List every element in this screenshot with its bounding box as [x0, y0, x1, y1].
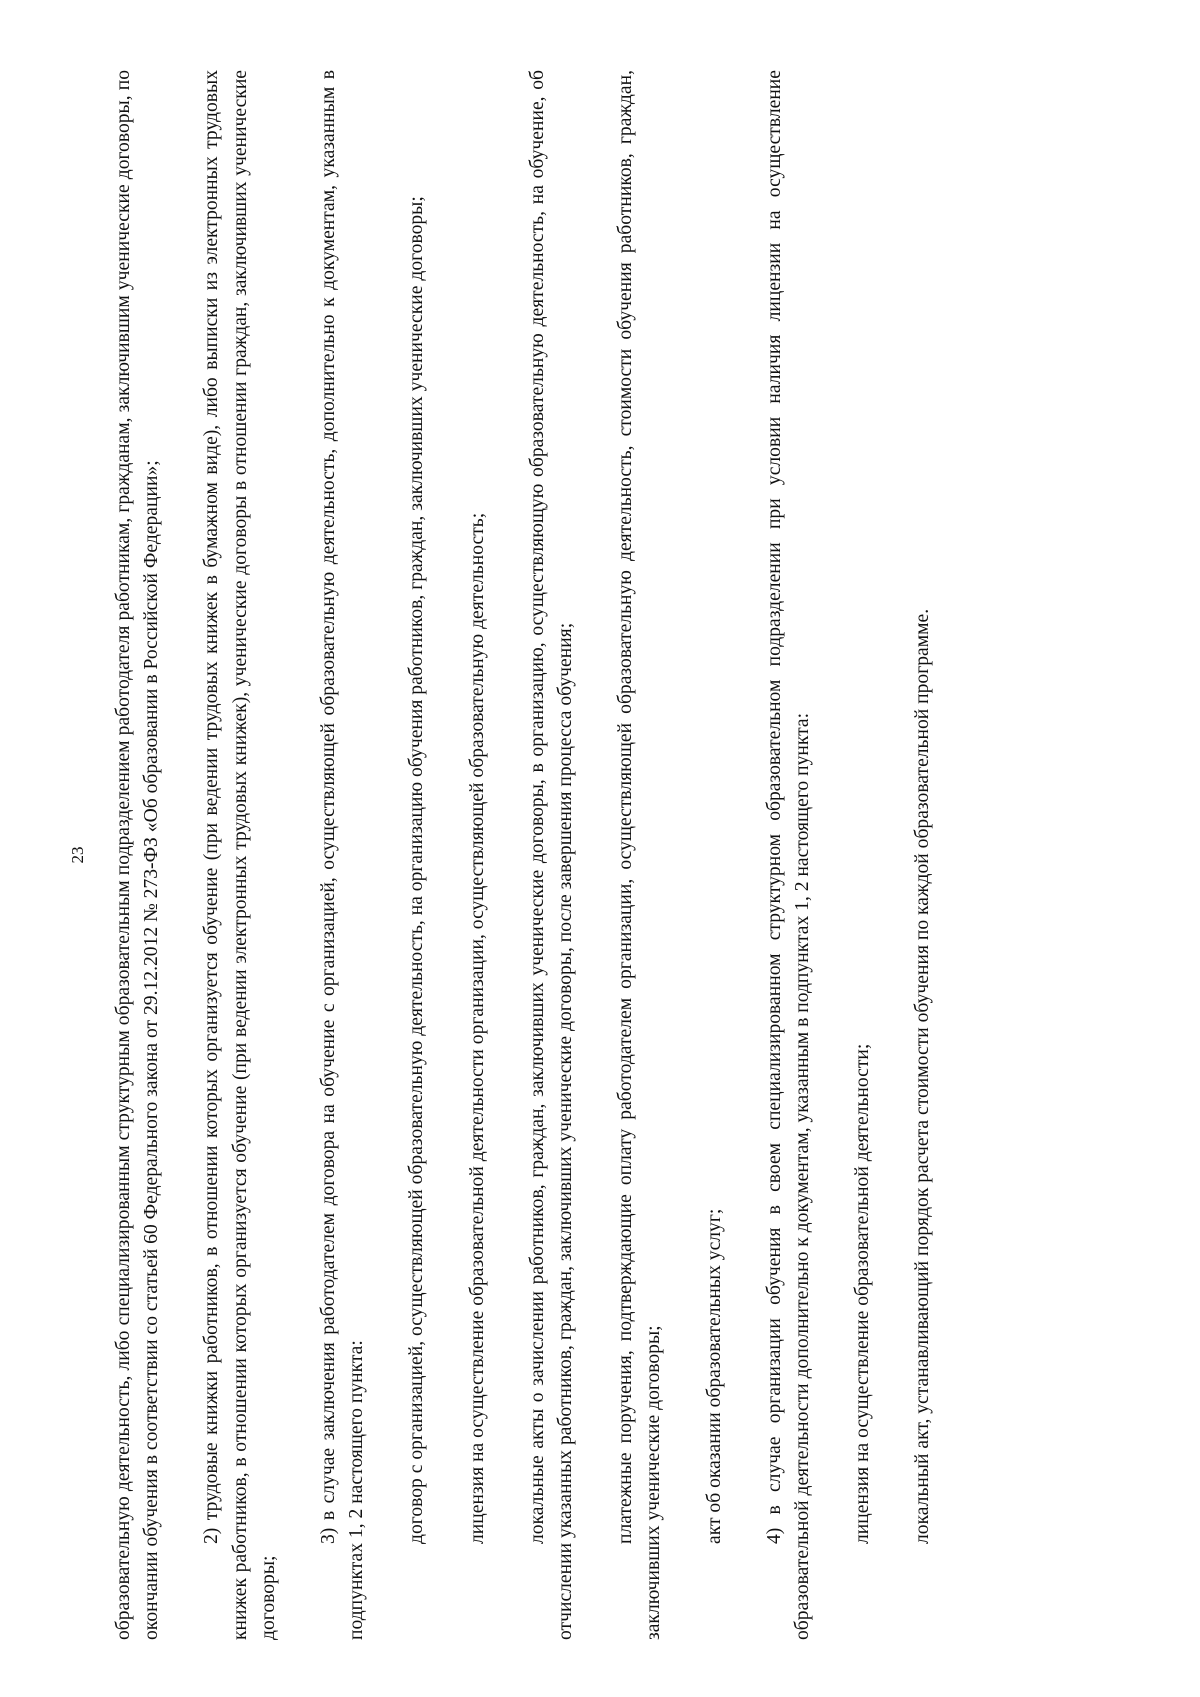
paragraph-services-act: акт об оказании образовательных услуг; — [703, 1208, 725, 1544]
paragraph-payment-orders: платежные поручения, подтверждающие оплату работодателем организации, осуществляющей образовательную деятельность, стоимости обучения работников, граждан, заключивших ученические договоры; — [615, 70, 665, 1640]
paragraph-contract: договор с организацией, осуществляющей образовательную деятельность, на организацию обучения работников, граждан, заключивших ученические договоры; — [406, 196, 428, 1544]
paragraph-local-act-cost: локальный акт, устанавливающий порядок расчета стоимости обучения по каждой образовательной программе. — [912, 608, 934, 1544]
paragraph-license-own: лицензия на осуществление образовательной деятельности; — [852, 1043, 874, 1544]
paragraph-item-4: 4) в случае организации обучения в своем специализированном структурном образовательном подразделении при условии наличия лицензии на осуществление образовательной деятельности дополнительно к документам, указанным в подпунктах 1, 2 настоящего пункта: — [763, 70, 814, 1640]
rotated-content — [68, 70, 1170, 1640]
document-body — [110, 70, 938, 1640]
paragraph-local-acts: локальные акты о зачислении работников, граждан, заключивших ученические договоры, в организацию, осуществляющую образовательную деятельность, на обучение, об отчислении указанных работников, граждан, заключивших ученические договоры, после завершения процесса обучения; — [526, 70, 577, 1640]
paragraph-license: лицензия на осуществление образовательной деятельности организации, осуществляющей образовательную деятельность; — [466, 512, 488, 1544]
paragraph-item-2: 2) трудовые книжки работников, в отношении которых организуется обучение (при ведении трудовых книжек в бумажном виде), либо выписки из электронных трудовых книжек работников, в отношении которых организуется обучение (при ведении электронных трудовых книжек), ученические договоры в отношении граждан, заключивших ученические договоры; — [201, 70, 279, 1640]
page-number: 23 — [68, 846, 87, 864]
paragraph-continuation: образовательную деятельность, либо специализированным структурным образовательным подразделением работодателя работникам, гражданам, заключившим ученические договоры, по окончании обучения в соответствии со статьей 60 Федерального закона от 29.12.2012 № 273-ФЗ «Об образовании в Российской Федерации»; — [113, 70, 163, 1640]
paragraph-item-3: 3) в случае заключения работодателем договора на обучение с организацией, осуществляющей образовательную деятельность, дополнительно к документам, указанным в подпунктах 1, 2 настоящего пункта: — [318, 70, 368, 1640]
